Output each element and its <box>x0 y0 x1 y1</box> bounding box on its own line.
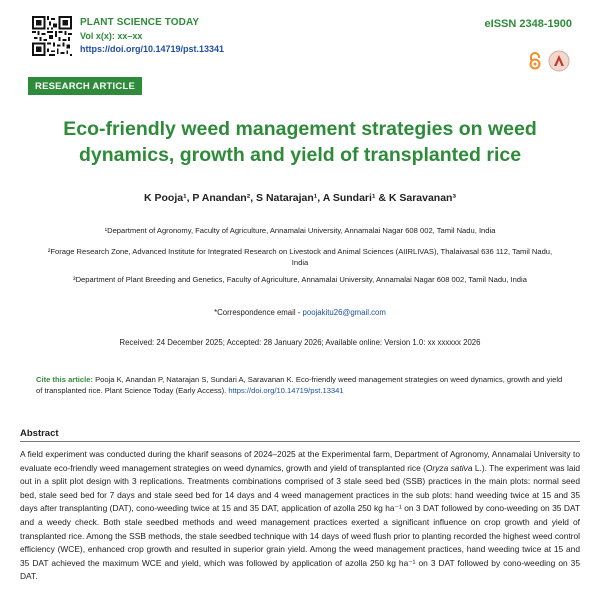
affiliation-1: ¹Department of Agronomy, Faculty of Agriculture, Annamalai University, Annamalai Nagar 608 002, Tamil Nadu, India <box>104 226 496 235</box>
journal-name: PLANT SCIENCE TODAY <box>80 17 200 28</box>
article-type-badge: RESEARCH ARTICLE <box>28 77 142 95</box>
citation-text: Pooja K, Anandan P, Natarajan S, Sundari A, Saravanan K. Eco-friendly weed management strategies on weed dynamics, growth and yield of transplanted rice. Plant Science Today (Early Access). <box>36 375 563 395</box>
abstract-text-part2: L.). The experiment was laid out in a split plot design with 3 replications. Treatments combinations comprised of 3 stale seed bed (SSB) practices in the main plots: normal seed bed, stale seed bed for 7 days and stale seed bed for 14 days and 4 weed management practices in the sub plots: hand weeding twice at 15 and 35 days after transplanting (DAT), cono-weeding twice at 15 and 35 DAT, application of azolla 250 kg ha⁻¹ on 3 DAT followed by cono-weeding on 35 DAT and a weedy check. Both stale seedbed methods and weed management practices exerted a significant influence on crop growth and yield of transplanted rice. Among the SSB methods, the stale seedbed technique with 14 days of weed flush prior to planting recorded the highest weed control efficiency (WCE), enhanced crop growth and resulted in superior grain yield. Among the weed management practices, hand weeding twice at 15 and 35 DAT achieved the maximum WCE and yield, which was followed by application of azolla 250 kg ha⁻¹ on 3 DAT followed by cono-weeding on 35 DAT. <box>20 462 581 582</box>
abstract-body <box>20 448 580 584</box>
citation-doi-link[interactable]: https://doi.org/10.14719/pst.13341 <box>228 386 344 395</box>
correspondence-email-link[interactable]: poojakitu26@gmail.com <box>302 308 386 317</box>
correspondence <box>0 308 600 317</box>
journal-doi-link[interactable]: https://doi.org/10.14719/pst.13341 <box>80 44 225 54</box>
abstract-species-name: Oryza sativa <box>425 462 473 473</box>
qr-code <box>32 16 72 56</box>
affiliation-3: ³Department of Plant Breeding and Genetics, Faculty of Agriculture, Annamalai University, Annamalai Nagar 608 002, Tamil Nadu, India <box>73 275 527 284</box>
open-access-icon <box>528 52 542 70</box>
abstract-heading: Abstract <box>20 428 59 439</box>
citation-label: Cite this article: <box>36 375 93 384</box>
journal-header <box>80 17 224 54</box>
article-title: Eco-friendly weed management strategies on weed dynamics, growth and yield of transplanted rice <box>63 118 537 166</box>
journal-volume: Vol x(x): xx–xx <box>80 31 143 41</box>
abstract-text-part1: A field experiment was conducted during the kharif seasons of 2024–2025 at the Experimental farm, Department of Agronomy, Annamalai University to evaluate eco-friendly weed management strategies on weed dynamics, growth and yield of transplanted rice ( <box>20 449 580 473</box>
author-list: K Pooja¹, P Anandan², S Natarajan¹, A Sundari¹ & K Saravanan³ <box>144 192 456 204</box>
affiliation-2: ²Forage Research Zone, Advanced Institute for Integrated Research on Livestock and Animal Sciences (AIIRLIVAS), Thalaivasal 636 112, Tamil Nadu, India <box>47 247 553 267</box>
citation-block <box>36 374 568 396</box>
article-dates: Received: 24 December 2025; Accepted: 28 January 2026; Available online: Version 1.0: xx xxxxxx 2026 <box>119 338 481 347</box>
correspondence-label: *Correspondence email - <box>214 308 303 317</box>
abstract-divider <box>20 441 580 442</box>
eissn: eISSN 2348-1900 <box>484 18 572 30</box>
creative-commons-icon <box>548 50 570 72</box>
